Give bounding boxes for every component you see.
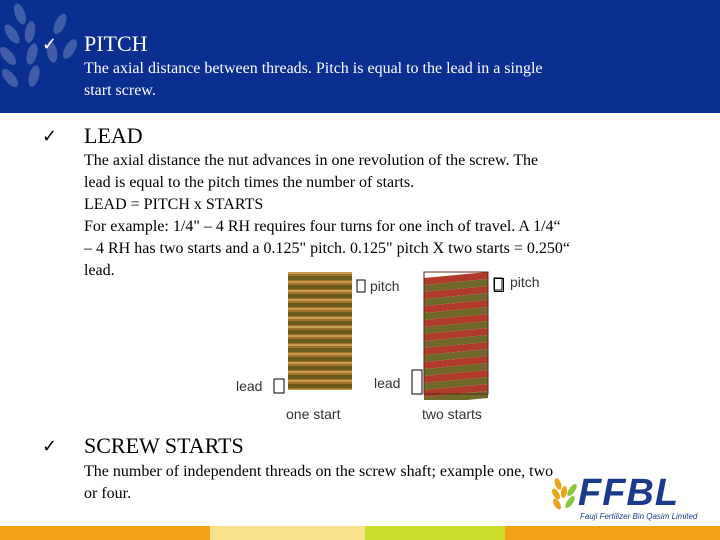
screw-figure	[228, 270, 504, 426]
check-icon: ✓	[42, 126, 58, 147]
pitch-label-right-text: pitch	[510, 274, 540, 290]
section-heading-pitch: PITCH	[84, 31, 148, 56]
pitch-marker-right-box	[494, 278, 504, 292]
bottom-bar-segment	[365, 526, 505, 540]
two-start-screw	[424, 272, 488, 404]
lead-marker-right	[412, 370, 422, 394]
text-line: The axial distance the nut advances in one revolution of the screw. The	[84, 152, 539, 169]
text-line: – 4 RH has two starts and a 0.125" pitch. 0.125" pitch X two starts = 0.250“	[84, 240, 571, 257]
bottom-color-bar	[0, 526, 720, 540]
section-text-screw-starts	[84, 461, 553, 505]
bottom-bar-segment	[210, 526, 365, 540]
wheat-logo-icon	[548, 476, 580, 510]
text-line: The number of independent threads on the screw shaft; example one, two	[84, 463, 554, 480]
pitch-label-left: pitch	[370, 278, 400, 294]
logo-text: FFBL	[578, 472, 680, 514]
bottom-bar-segment	[0, 526, 210, 540]
section-heading-lead: LEAD	[84, 123, 143, 148]
section-text-pitch	[84, 58, 543, 102]
bottom-bar-segment	[505, 526, 720, 540]
lead-label-left: lead	[236, 378, 263, 394]
pitch-marker-left	[357, 280, 365, 292]
section-heading-screw-starts: SCREW STARTS	[84, 433, 244, 458]
caption-one-start: one start	[286, 406, 341, 422]
check-icon: ✓	[42, 436, 58, 457]
logo-subtitle: Fauji Fertilizer Bin Qasim Limited	[580, 512, 698, 521]
lead-label-right: lead	[374, 375, 401, 391]
text-line: lead.	[84, 262, 115, 279]
caption-two-starts: two starts	[422, 406, 482, 422]
text-line: For example: 1/4" – 4 RH requires four turns for one inch of travel. A 1/4“	[84, 218, 561, 235]
lead-marker-left	[274, 379, 284, 393]
text-line: or four.	[84, 485, 132, 502]
check-icon: ✓	[42, 34, 58, 55]
text-line: start screw.	[84, 82, 156, 99]
text-line: The axial distance between threads. Pitch is equal to the lead in a single	[84, 60, 543, 77]
one-start-screw	[288, 272, 352, 390]
text-line: LEAD = PITCH x STARTS	[84, 196, 264, 213]
section-text-lead	[84, 150, 570, 282]
text-line: lead is equal to the pitch times the number of starts.	[84, 174, 415, 191]
